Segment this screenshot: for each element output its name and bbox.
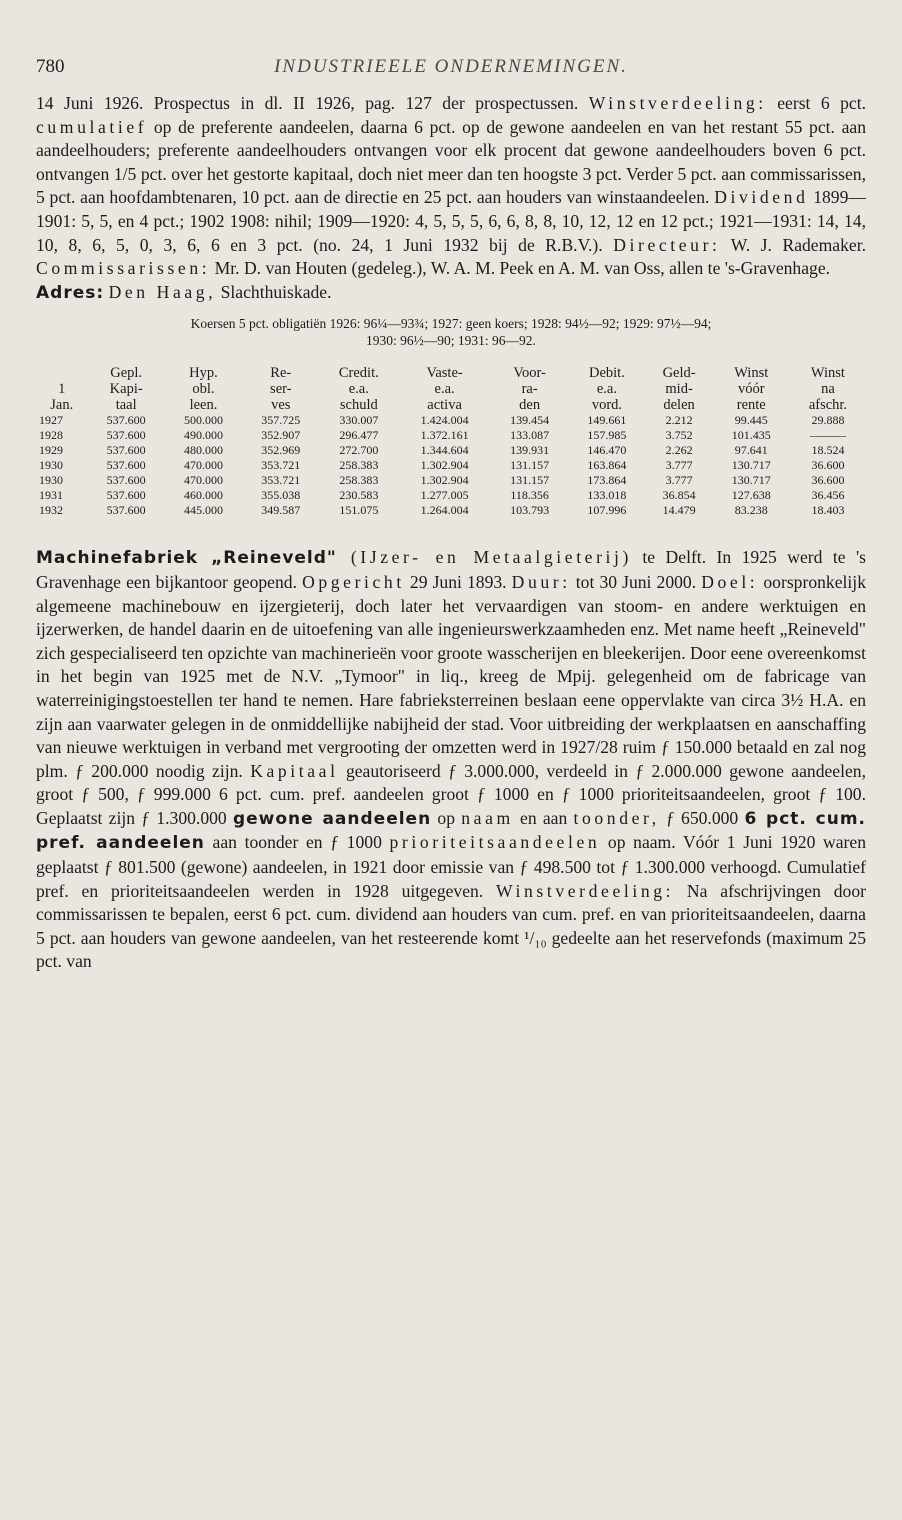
text-run: 6 pct. cum. pref. aandeelen xyxy=(36,808,867,854)
text-run: Adres: xyxy=(36,282,105,303)
table-row xyxy=(36,503,866,518)
year-cell: 1930 xyxy=(39,473,63,488)
column-header-line: Winst xyxy=(734,365,769,382)
table-cell: 1.372.161 xyxy=(420,428,469,443)
table-cell: 130.717 xyxy=(731,458,771,473)
column-header-line: rente xyxy=(736,397,766,414)
table-cell: 3.777 xyxy=(665,473,693,488)
table-cell: 36.456 xyxy=(811,488,845,503)
text-run: Dividend xyxy=(714,187,809,208)
year-cell: 1929 xyxy=(39,443,63,458)
table-cell: 272.700 xyxy=(339,443,379,458)
column-header xyxy=(165,365,242,413)
table-cell: 1.277.005 xyxy=(420,488,469,503)
table-row xyxy=(36,473,866,488)
table-cell: 139.931 xyxy=(510,443,550,458)
text-run: cumulatief xyxy=(36,116,148,137)
text-run: 1899—1901: 5, 5, en 4 pct.; 1902 1908: nihil; 1909—1920: 4, 5, 5, 5, 6, 6, 8, 8, 10, 12, 12 en 12 pct.; 1921—1931: 14, 14, 10, 8, 6, 5, 0, 3, 6, 6 en 3 pct. (no. 24, 1 Juni 1932 bij de R.B.V.). xyxy=(36,187,866,255)
column-header-line: ser- xyxy=(270,381,292,398)
column-header xyxy=(790,365,866,413)
column-header-line: schuld xyxy=(339,397,378,414)
column-header-line: ves xyxy=(271,397,291,414)
table-cell: 18.403 xyxy=(811,503,845,518)
table-cell: 149.661 xyxy=(587,413,627,428)
bond-quotes-line: 1930: 96½—90; 1931: 96—92. xyxy=(366,333,536,349)
text-run: oorspronkelijk algemeene machinebouw en ijzergieterij, doch later het vervaardigen van stoom- en andere werktuigen en ijzerwerken, de handel daarin en de uitoefening van alle ingenieurswerkzaamheden enz. Met name heeft „Reineveld" zich gespecialiseerd ten opzichte van machinerieën voor groote wasscherijen en bleekerijen. Door eene overeenkomst in het begin van 1925 met de N.V. „Tymoor" in liq., kreeg de Mpij. gelegenheid om de fabricage van waterreinigingstoestellen ter hand te nemen. Hare fabrieksterreinen beslaan eene oppervlakte van circa 3½ H.A. en zijn aan vaarwater gelegen in de onmiddellijke nabijheid der stad. Voor uitbreiding der werkplaatsen en aanschaffing van nieuwe werktuigen in verband met vergrooting der omzetten werd in 1927/28 ruim ƒ 150.000 betaald en zal nog plm. ƒ 200.000 noodig zijn. xyxy=(36,571,866,781)
text-run: geautoriseerd ƒ 3.000.000, verdeeld in ƒ 2.000.000 gewone aandeelen, groot ƒ 500, ƒ 999.000 6 pct. cum. pref. aandeelen groot ƒ 1000 en ƒ 1000 prioriteitsaandeelen, groot ƒ 100. Geplaatst zijn ƒ 1.300.000 xyxy=(36,760,866,828)
table-cell: 36.854 xyxy=(662,488,696,503)
column-header-line: mid- xyxy=(665,381,693,398)
text-run: aan toonder en ƒ 1000 xyxy=(204,832,390,853)
column-header xyxy=(646,365,713,413)
table-cell: 3.752 xyxy=(665,428,693,443)
text-run: (IJzer- en Metaalgieterij) xyxy=(336,547,632,568)
table-cell: 36.600 xyxy=(811,458,845,473)
column-header-line: vóór xyxy=(737,381,765,398)
text-run: Directeur: xyxy=(613,234,721,255)
column-header xyxy=(713,365,790,413)
document-page xyxy=(36,56,866,974)
table-cell: 1.302.904 xyxy=(420,473,469,488)
text-run: W. J. Rademaker. xyxy=(720,234,867,255)
column-header-line: Re- xyxy=(270,365,292,382)
column-header-line: Kapi- xyxy=(109,381,143,398)
table-cell: 2.212 xyxy=(665,413,693,428)
text-run: tot 30 Juni 2000. xyxy=(570,571,702,592)
text-run: ƒ 650.000 xyxy=(659,807,745,828)
column-header-line: e.a. xyxy=(596,381,617,398)
year-cell: 1932 xyxy=(39,503,63,518)
table-cell: 537.600 xyxy=(106,488,146,503)
year-cell: 1931 xyxy=(39,488,63,503)
text-run: Opgericht xyxy=(302,571,405,592)
column-header xyxy=(88,365,165,413)
table-cell: 151.075 xyxy=(339,503,379,518)
column-header xyxy=(398,365,491,413)
table-cell: 139.454 xyxy=(510,413,550,428)
table-cell: 330.007 xyxy=(339,413,379,428)
table-cell: 103.793 xyxy=(510,503,550,518)
table-cell: 460.000 xyxy=(183,488,223,503)
column-header xyxy=(491,365,568,413)
column-header-line: na xyxy=(821,381,835,398)
text-run: Slachthuiskade. xyxy=(216,281,332,302)
column-header xyxy=(319,365,398,413)
table-cell: 83.238 xyxy=(734,503,768,518)
column-header-line: leen. xyxy=(189,397,218,414)
text-run: Winstverdeeling: xyxy=(588,93,767,113)
column-header xyxy=(568,365,645,413)
column-header-line: den xyxy=(519,397,541,414)
table-cell: 1.264.004 xyxy=(420,503,469,518)
text-run: eerst 6 pct. xyxy=(766,93,866,113)
text-run: 14 Juni 1926. Prospectus in dl. II 1926, pag. 127 der prospectussen. xyxy=(36,93,589,113)
table-cell: 14.479 xyxy=(662,503,696,518)
table-cell: 157.985 xyxy=(587,428,627,443)
table-cell: 537.600 xyxy=(106,413,146,428)
table-cell: 537.600 xyxy=(106,428,146,443)
table-cell: 99.445 xyxy=(734,413,768,428)
table-cell: 258.383 xyxy=(339,473,379,488)
table-cell: 3.777 xyxy=(665,458,693,473)
table-row xyxy=(36,413,866,428)
column-header-line: 1 xyxy=(58,381,66,398)
text-run: te Delft. In 1925 werd te 's Gravenhage een bijkantoor geopend. xyxy=(36,547,866,592)
text-run: gewone aandeelen xyxy=(232,808,432,829)
table-cell: 97.641 xyxy=(734,443,768,458)
table-header-row xyxy=(36,365,866,413)
column-header-line: delen xyxy=(663,397,695,414)
text-run: op naam. Vóór 1 Juni 1920 waren geplaatst ƒ 801.500 (gewone) aandeelen, in 1921 door emissie van ƒ 498.500 tot ƒ 1.300.000 verhoogd. Cumulatief pref. en prioriteitsaandeelen werden in 1928 uitgegeven. xyxy=(36,832,866,901)
text-run: Doel: xyxy=(701,571,759,592)
address-line xyxy=(36,281,866,306)
text-run: Kapitaal xyxy=(250,760,339,781)
page-header xyxy=(36,56,866,92)
table-cell: 352.907 xyxy=(261,428,301,443)
column-header-line: activa xyxy=(427,397,462,414)
column-header-line: Gepl. xyxy=(110,365,143,382)
table-cell: 537.600 xyxy=(106,458,146,473)
year-cell: 1928 xyxy=(39,428,63,443)
column-header xyxy=(242,365,319,413)
column-header-line: Credit. xyxy=(338,365,379,382)
table-cell: 1.344.604 xyxy=(420,443,469,458)
table-cell: ——— xyxy=(809,428,846,443)
table-cell: 357.725 xyxy=(261,413,301,428)
table-cell: 107.996 xyxy=(587,503,627,518)
company-paragraph-2 xyxy=(36,546,866,974)
table-cell: 127.638 xyxy=(731,488,771,503)
column-header-line: vord. xyxy=(591,397,623,414)
table-cell: 29.888 xyxy=(811,413,845,428)
text-run: Commissarissen: xyxy=(36,258,211,279)
text-run: Mr. D. van Houten (gedeleg.), W. A. M. Peek en A. M. van Oss, allen te 's-Gravenhage. xyxy=(210,258,831,279)
table-row xyxy=(36,488,866,503)
table-cell: 296.477 xyxy=(339,428,379,443)
column-header-line: e.a. xyxy=(434,381,455,398)
bond-quotes-line: Koersen 5 pct. obligatiën 1926: 96¼—93¾; 1927: geen koers; 1928: 94½—92; 1929: 97½—94; xyxy=(190,316,712,332)
column-header-line: Debit. xyxy=(589,365,625,382)
table-cell: 537.600 xyxy=(106,503,146,518)
text-run: toonder, xyxy=(573,807,660,828)
table-cell: 1.424.004 xyxy=(420,413,469,428)
table-cell: 2.262 xyxy=(665,443,693,458)
column-header-line: Hyp. xyxy=(189,365,218,382)
table-cell: 146.470 xyxy=(587,443,627,458)
text-run: Duur: xyxy=(511,571,571,592)
column-header-line: ra- xyxy=(521,381,538,398)
table-cell: 353.721 xyxy=(261,458,301,473)
text-run: Machinefabriek „Reineveld" xyxy=(36,548,337,569)
column-header-line: e.a. xyxy=(348,381,369,398)
table-cell: 118.356 xyxy=(510,488,549,503)
table-cell: 18.524 xyxy=(811,443,845,458)
running-head: INDUSTRIEELE ONDERNEMINGEN. xyxy=(274,56,628,77)
table-cell: 131.157 xyxy=(510,458,550,473)
table-row xyxy=(36,458,866,473)
table-cell: 470.000 xyxy=(183,458,223,473)
table-cell: 133.087 xyxy=(510,428,550,443)
table-cell: 36.600 xyxy=(811,473,845,488)
table-cell: 355.038 xyxy=(261,488,301,503)
table-cell: 230.583 xyxy=(339,488,379,503)
table-cell: 173.864 xyxy=(587,473,627,488)
table-cell: 133.018 xyxy=(587,488,627,503)
column-header-line: Voor- xyxy=(513,365,546,382)
year-cell: 1930 xyxy=(39,458,63,473)
table-cell: 480.000 xyxy=(183,443,223,458)
table-cell: 1.302.904 xyxy=(420,458,469,473)
table-cell: 258.383 xyxy=(339,458,379,473)
table-cell: 163.864 xyxy=(587,458,627,473)
text-run: prioriteitsaandeelen xyxy=(389,832,601,853)
table-cell: 101.435 xyxy=(731,428,771,443)
table-cell: 470.000 xyxy=(183,473,223,488)
text-run: 29 Juni 1893. xyxy=(404,571,512,592)
column-header xyxy=(36,365,88,413)
text-run: Winstverdeeling: xyxy=(496,880,675,901)
table-cell: 500.000 xyxy=(183,413,223,428)
financial-table xyxy=(36,365,866,518)
text-run: op xyxy=(431,807,462,828)
text-run: op de preferente aandeelen, daarna 6 pct. op de gewone aandeelen en van het restant 55 pct. aan aandeelhouders; preferente aandeelhouders ontvangen voor elk procent dat gewone aandeelhouders boven 6 pct. ontvangen 1/5 pct. over het gestorte kapitaal, doch niet meer dan ten hoogste 3 pct. Verder 5 pct. aan commissarissen, 5 pct. aan hoofdambtenaren, 10 pct. aan de directie en 25 pct. aan houders van winstaandeelen. xyxy=(36,116,866,208)
text-run: en aan xyxy=(513,807,574,828)
bond-quotes xyxy=(36,315,866,349)
page-number: 780 xyxy=(36,56,65,77)
table-row xyxy=(36,443,866,458)
table-cell: 445.000 xyxy=(183,503,223,518)
column-header-line: Winst xyxy=(810,365,845,382)
table-cell: 349.587 xyxy=(261,503,301,518)
column-header-line: Jan. xyxy=(50,397,74,414)
column-header-line: afschr. xyxy=(808,397,848,414)
column-header-line: taal xyxy=(115,397,137,414)
year-cell: 1927 xyxy=(39,413,63,428)
text-run: Den Haag, xyxy=(108,281,217,302)
table-cell: 537.600 xyxy=(106,443,146,458)
table-cell: 131.157 xyxy=(510,473,550,488)
table-cell: 490.000 xyxy=(183,428,223,443)
company-paragraph-1 xyxy=(36,92,866,281)
table-cell: 352.969 xyxy=(261,443,301,458)
table-row xyxy=(36,428,866,443)
text-run: Na afschrijvingen door commissarissen te bepalen, eerst 6 pct. cum. dividend aan houders van cum. pref. en van prioriteitsaandeelen, daarna 5 pct. aan houders van gewone aandeelen, van het resteerende komt ¹/₁₀ gedeelte aan het reservefonds (maximum 25 pct. van xyxy=(36,880,866,972)
column-header-line: obl. xyxy=(192,381,215,398)
table-cell: 130.717 xyxy=(731,473,771,488)
column-header-line: Geld- xyxy=(662,365,696,382)
column-header-line: Vaste- xyxy=(426,365,463,382)
text-run: naam xyxy=(461,807,514,828)
table-cell: 537.600 xyxy=(106,473,146,488)
table-cell: 353.721 xyxy=(261,473,301,488)
